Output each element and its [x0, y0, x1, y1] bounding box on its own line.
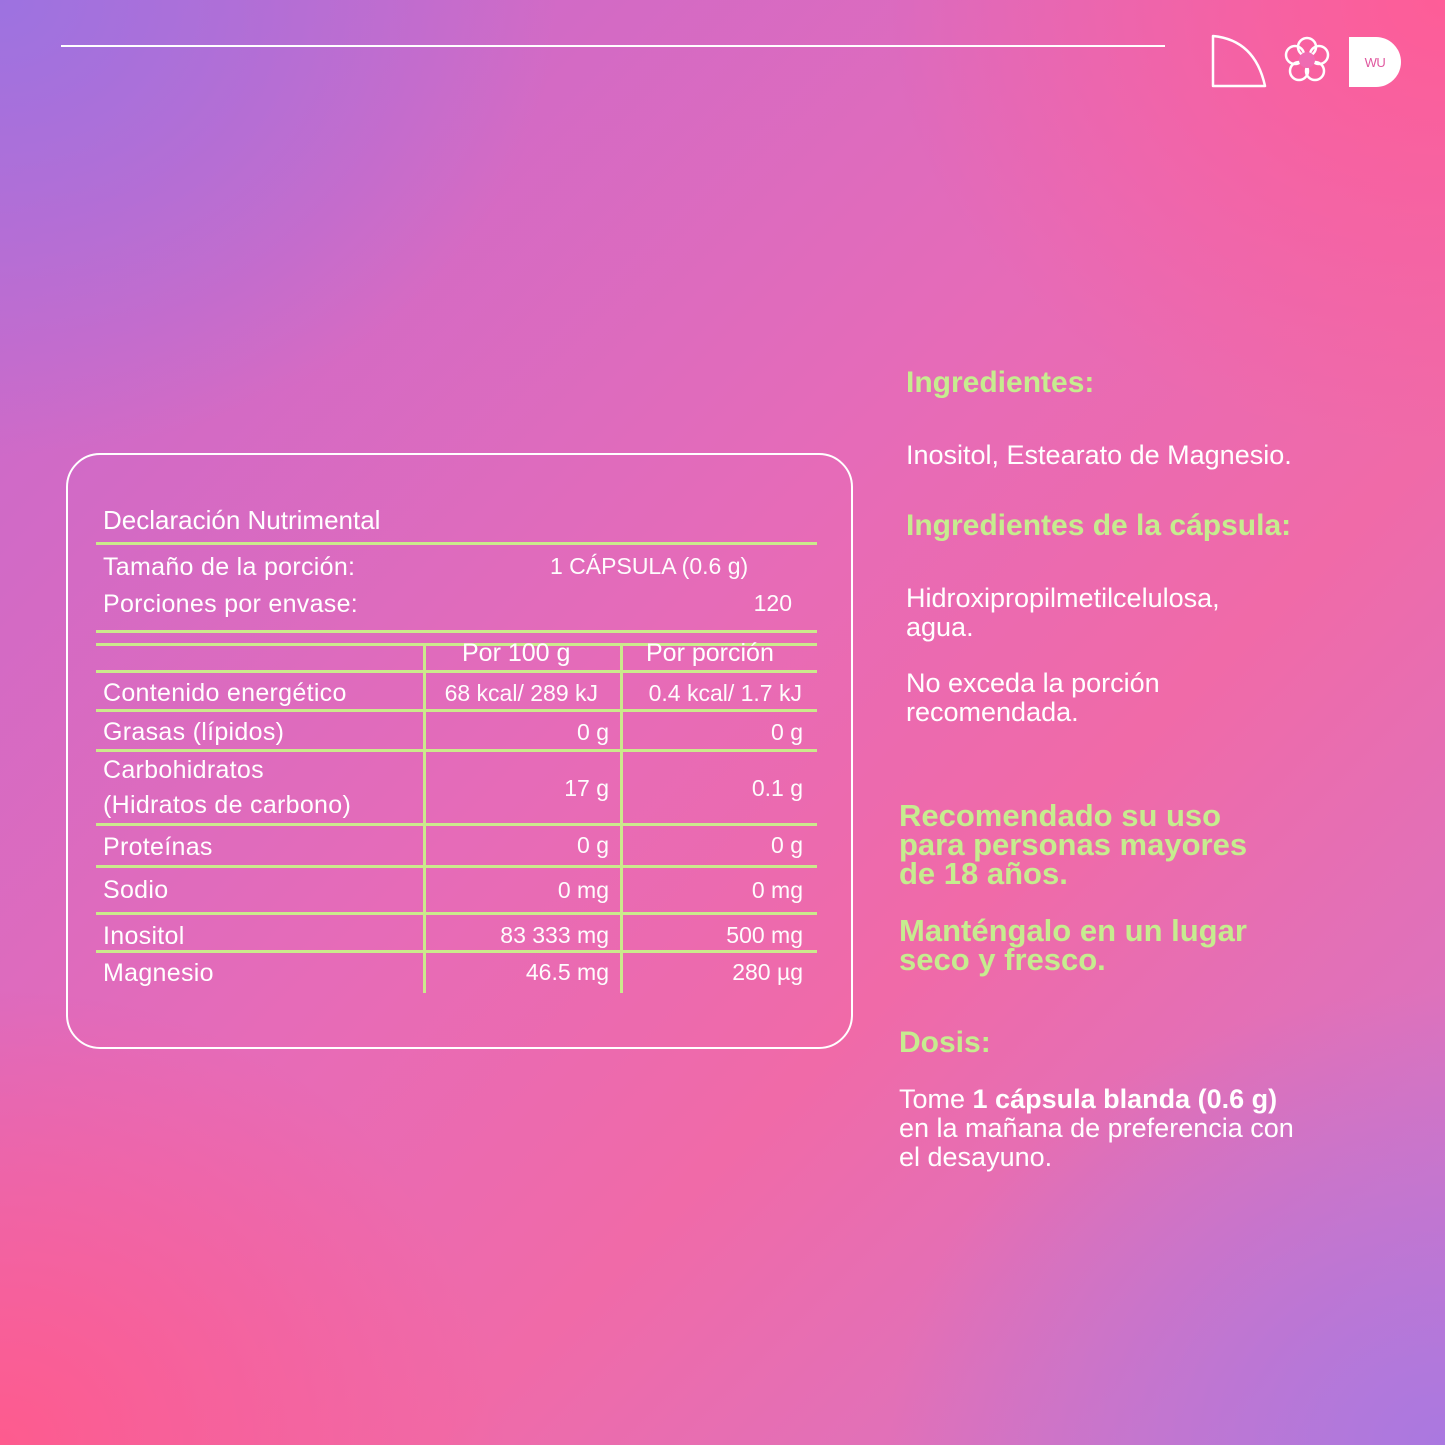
capsule-ingredients-line-1: Hidroxipropilmetilcelulosa,: [906, 583, 1220, 613]
age-recommendation-line-1: Recomendado su uso: [899, 798, 1222, 833]
nutrient-value-per-100g: 83 333 mg: [500, 922, 609, 948]
table-divider: [96, 749, 817, 752]
nutrient-value-per-portion: 0 g: [771, 719, 803, 745]
ingredients-text: Inositol, Estearato de Magnesio.: [906, 440, 1292, 470]
column-divider: [423, 643, 426, 993]
age-recommendation-line-2: para personas mayores: [899, 827, 1248, 862]
brand-logo-text: WU: [1364, 54, 1386, 70]
nutrient-value-per-100g: 0 g: [577, 719, 609, 745]
table-divider: [96, 630, 817, 633]
dose-prefix: Tome: [899, 1084, 973, 1114]
servings-label: Porciones por envase:: [103, 590, 359, 618]
table-divider: [96, 709, 817, 712]
nutrient-value-per-100g: 0 mg: [557, 877, 609, 903]
nutrition-title: Declaración Nutrimental: [103, 505, 381, 535]
nutrient-name-magnesium: Magnesio: [103, 959, 214, 987]
nutrient-value-per-portion: 0 mg: [751, 877, 803, 903]
warning-line-1: No exceda la porción: [906, 668, 1160, 698]
column-header-per-100g: Por 100 g: [462, 639, 571, 667]
serving-size-label: Tamaño de la porción:: [103, 553, 356, 581]
brand-logo: [1349, 37, 1401, 87]
ingredients-heading: Ingredientes:: [906, 366, 1095, 399]
nutrient-name-inositol: Inositol: [103, 922, 185, 950]
nutrient-value-per-portion: 0.1 g: [751, 775, 803, 801]
nutrient-name-sodium: Sodio: [103, 876, 169, 904]
nutrient-value-per-portion: 280 µg: [732, 959, 803, 985]
nutrient-value-per-portion: 0.4 kcal/ 1.7 kJ: [648, 680, 802, 706]
dose-amount: 1 cápsula blanda (0.6 g): [972, 1084, 1278, 1114]
storage-line-2: seco y fresco.: [899, 942, 1106, 977]
nutrient-value-per-portion: 0 g: [771, 832, 803, 858]
dose-heading: Dosis:: [899, 1026, 991, 1059]
table-divider: [96, 670, 817, 673]
nutrient-value-per-100g: 0 g: [577, 832, 609, 858]
column-divider: [620, 643, 623, 993]
serving-size-value: 1 CÁPSULA (0.6 g): [550, 553, 749, 579]
nutrient-value-per-100g: 17 g: [564, 775, 609, 801]
table-divider: [96, 823, 817, 826]
quarter-circle-icon: [1211, 34, 1267, 88]
dose-line-3: el desayuno.: [899, 1142, 1053, 1172]
nutrient-name-proteins: Proteínas: [103, 833, 213, 861]
capsule-ingredients-line-2: agua.: [906, 612, 974, 642]
nutrient-name-carbs-sub: (Hidratos de carbono): [103, 791, 352, 819]
storage-line-1: Manténgalo en un lugar: [899, 913, 1247, 948]
nutrient-name-fats: Grasas (lípidos): [103, 718, 285, 746]
capsule-ingredients-heading: Ingredientes de la cápsula:: [906, 509, 1292, 542]
warning-line-2: recomendada.: [906, 697, 1079, 727]
age-recommendation-line-3: de 18 años.: [899, 856, 1068, 891]
table-divider: [96, 950, 817, 953]
dose-line-1: [899, 1085, 1294, 1114]
flower-icon: [1281, 35, 1333, 87]
nutrient-value-per-portion: 500 mg: [726, 922, 803, 948]
top-divider-line: [61, 45, 1165, 47]
servings-value: 120: [753, 590, 792, 616]
nutrient-value-per-100g: 68 kcal/ 289 kJ: [444, 680, 598, 706]
table-divider: [96, 865, 817, 868]
nutrient-value-per-100g: 46.5 mg: [525, 959, 609, 985]
dose-line-2: en la mañana de preferencia con: [899, 1113, 1294, 1143]
column-header-per-portion: Por porción: [646, 639, 774, 667]
nutrient-name-energy: Contenido energético: [103, 679, 347, 707]
nutrient-name-carbs: Carbohidratos: [103, 756, 264, 784]
table-divider: [96, 912, 817, 915]
table-divider: [96, 542, 817, 545]
dose-instructions: [899, 1085, 1294, 1172]
